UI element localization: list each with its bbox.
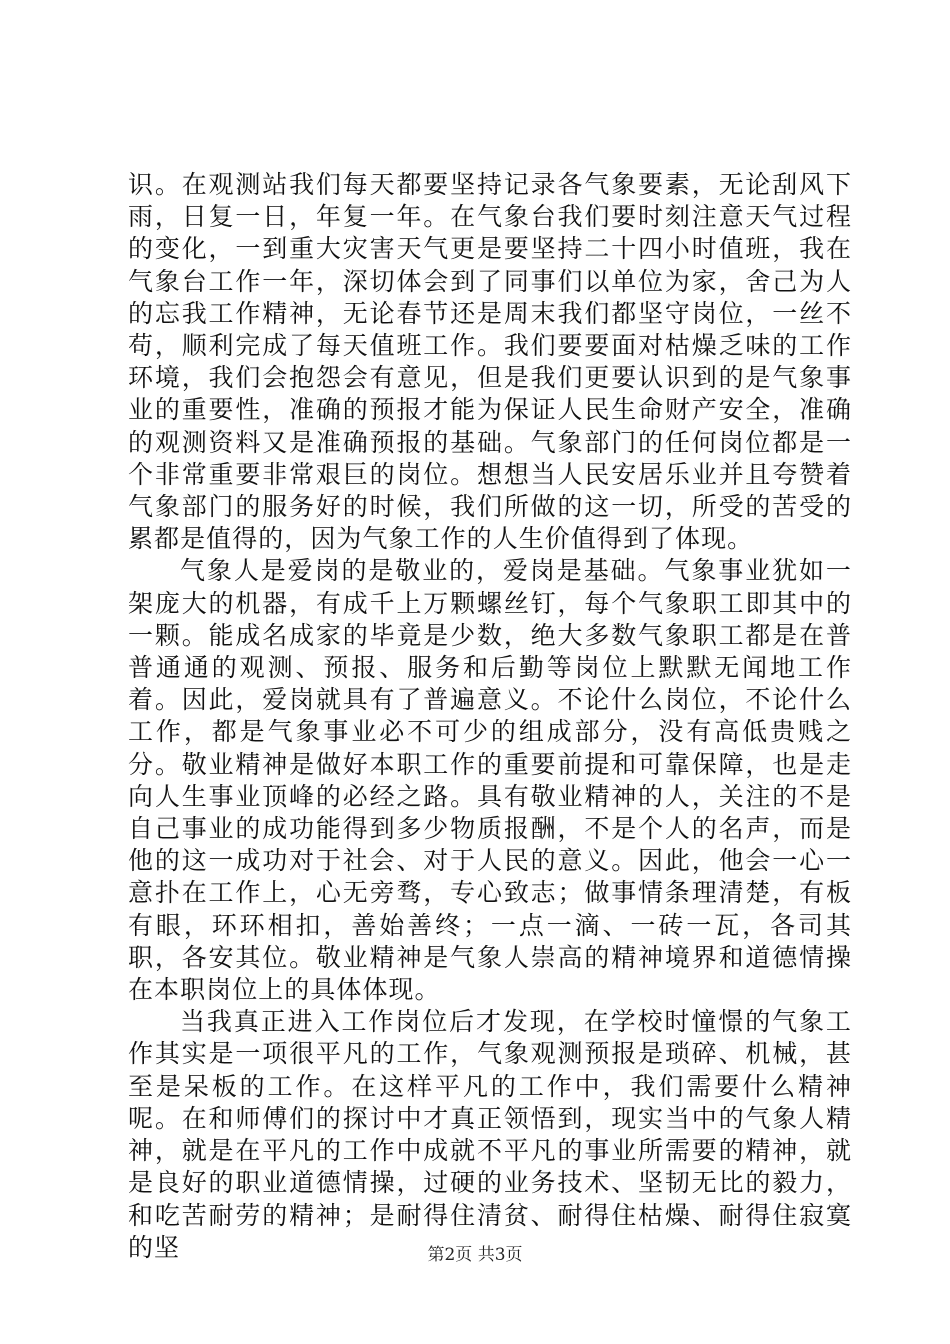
- paragraph-3: 当我真正进入工作岗位后才发现，在学校时憧憬的气象工作其实是一项很平凡的工作，气象观测预报是琐碎、机械，甚至是呆板的工作。在这样平凡的工作中，我们需要什么精神呢。在和师傅们的探讨中才真正领悟到，现实当中的气象人精神，就是在平凡的工作中成就不平凡的事业所需要的精神，就是良好的职业道德情操，过硬的业务技术、坚韧无比的毅力，和吃苦耐劳的精神；是耐得住清贫、耐得住枯燥、耐得住寂寞的坚: [128, 1007, 852, 1262]
- page-number-footer: 第2页 共3页: [427, 1245, 523, 1265]
- document-body: [128, 169, 852, 1264]
- paragraph-1: 识。在观测站我们每天都要坚持记录各气象要素，无论刮风下雨，日复一日，年复一年。在气象台我们要时刻注意天气过程的变化，一到重大灾害天气更是要坚持二十四小时值班，我在气象台工作一年，深切体会到了同事们以单位为家，舍己为人的忘我工作精神，无论春节还是周末我们都坚守岗位，一丝不苟，顺利完成了每天值班工作。我们要要面对枯燥乏味的工作环境，我们会抱怨会有意见，但是我们更要认识到的是气象事业的重要性，准确的预报才能为保证人民生命财产安全，准确的观测资料又是准确预报的基础。气象部门的任何岗位都是一个非常重要非常艰巨的岗位。想想当人民安居乐业并且夸赞着气象部门的服务好的时候，我们所做的这一切，所受的苦受的累都是值得的，因为气象工作的人生价值得到了体现。: [128, 170, 852, 554]
- paragraph-2: 气象人是爱岗的是敬业的，爱岗是基础。气象事业犹如一架庞大的机器，有成千上万颗螺丝钉，每个气象职工即其中的一颗。能成名成家的毕竟是少数，绝大多数气象职工都是在普普通通的观测、预报、服务和后勤等岗位上默默无闻地工作着。因此，爱岗就具有了普遍意义。不论什么岗位，不论什么工作，都是气象事业必不可少的组成部分，没有高低贵贱之分。敬业精神是做好本职工作的重要前提和可靠保障，也是走向人生事业顶峰的必经之路。具有敬业精神的人，关注的不是自己事业的成功能得到多少物质报酬，不是个人的名声，而是他的这一成功对于社会、对于人民的意义。因此，他会一心一意扑在工作上，心无旁骛，专心致志；做事情条理清楚，有板有眼，环环相扣，善始善终；一点一滴、一砖一瓦，各司其职，各安其位。敬业精神是气象人崇高的精神境界和道德情操在本职岗位上的具体体现。: [128, 556, 852, 1005]
